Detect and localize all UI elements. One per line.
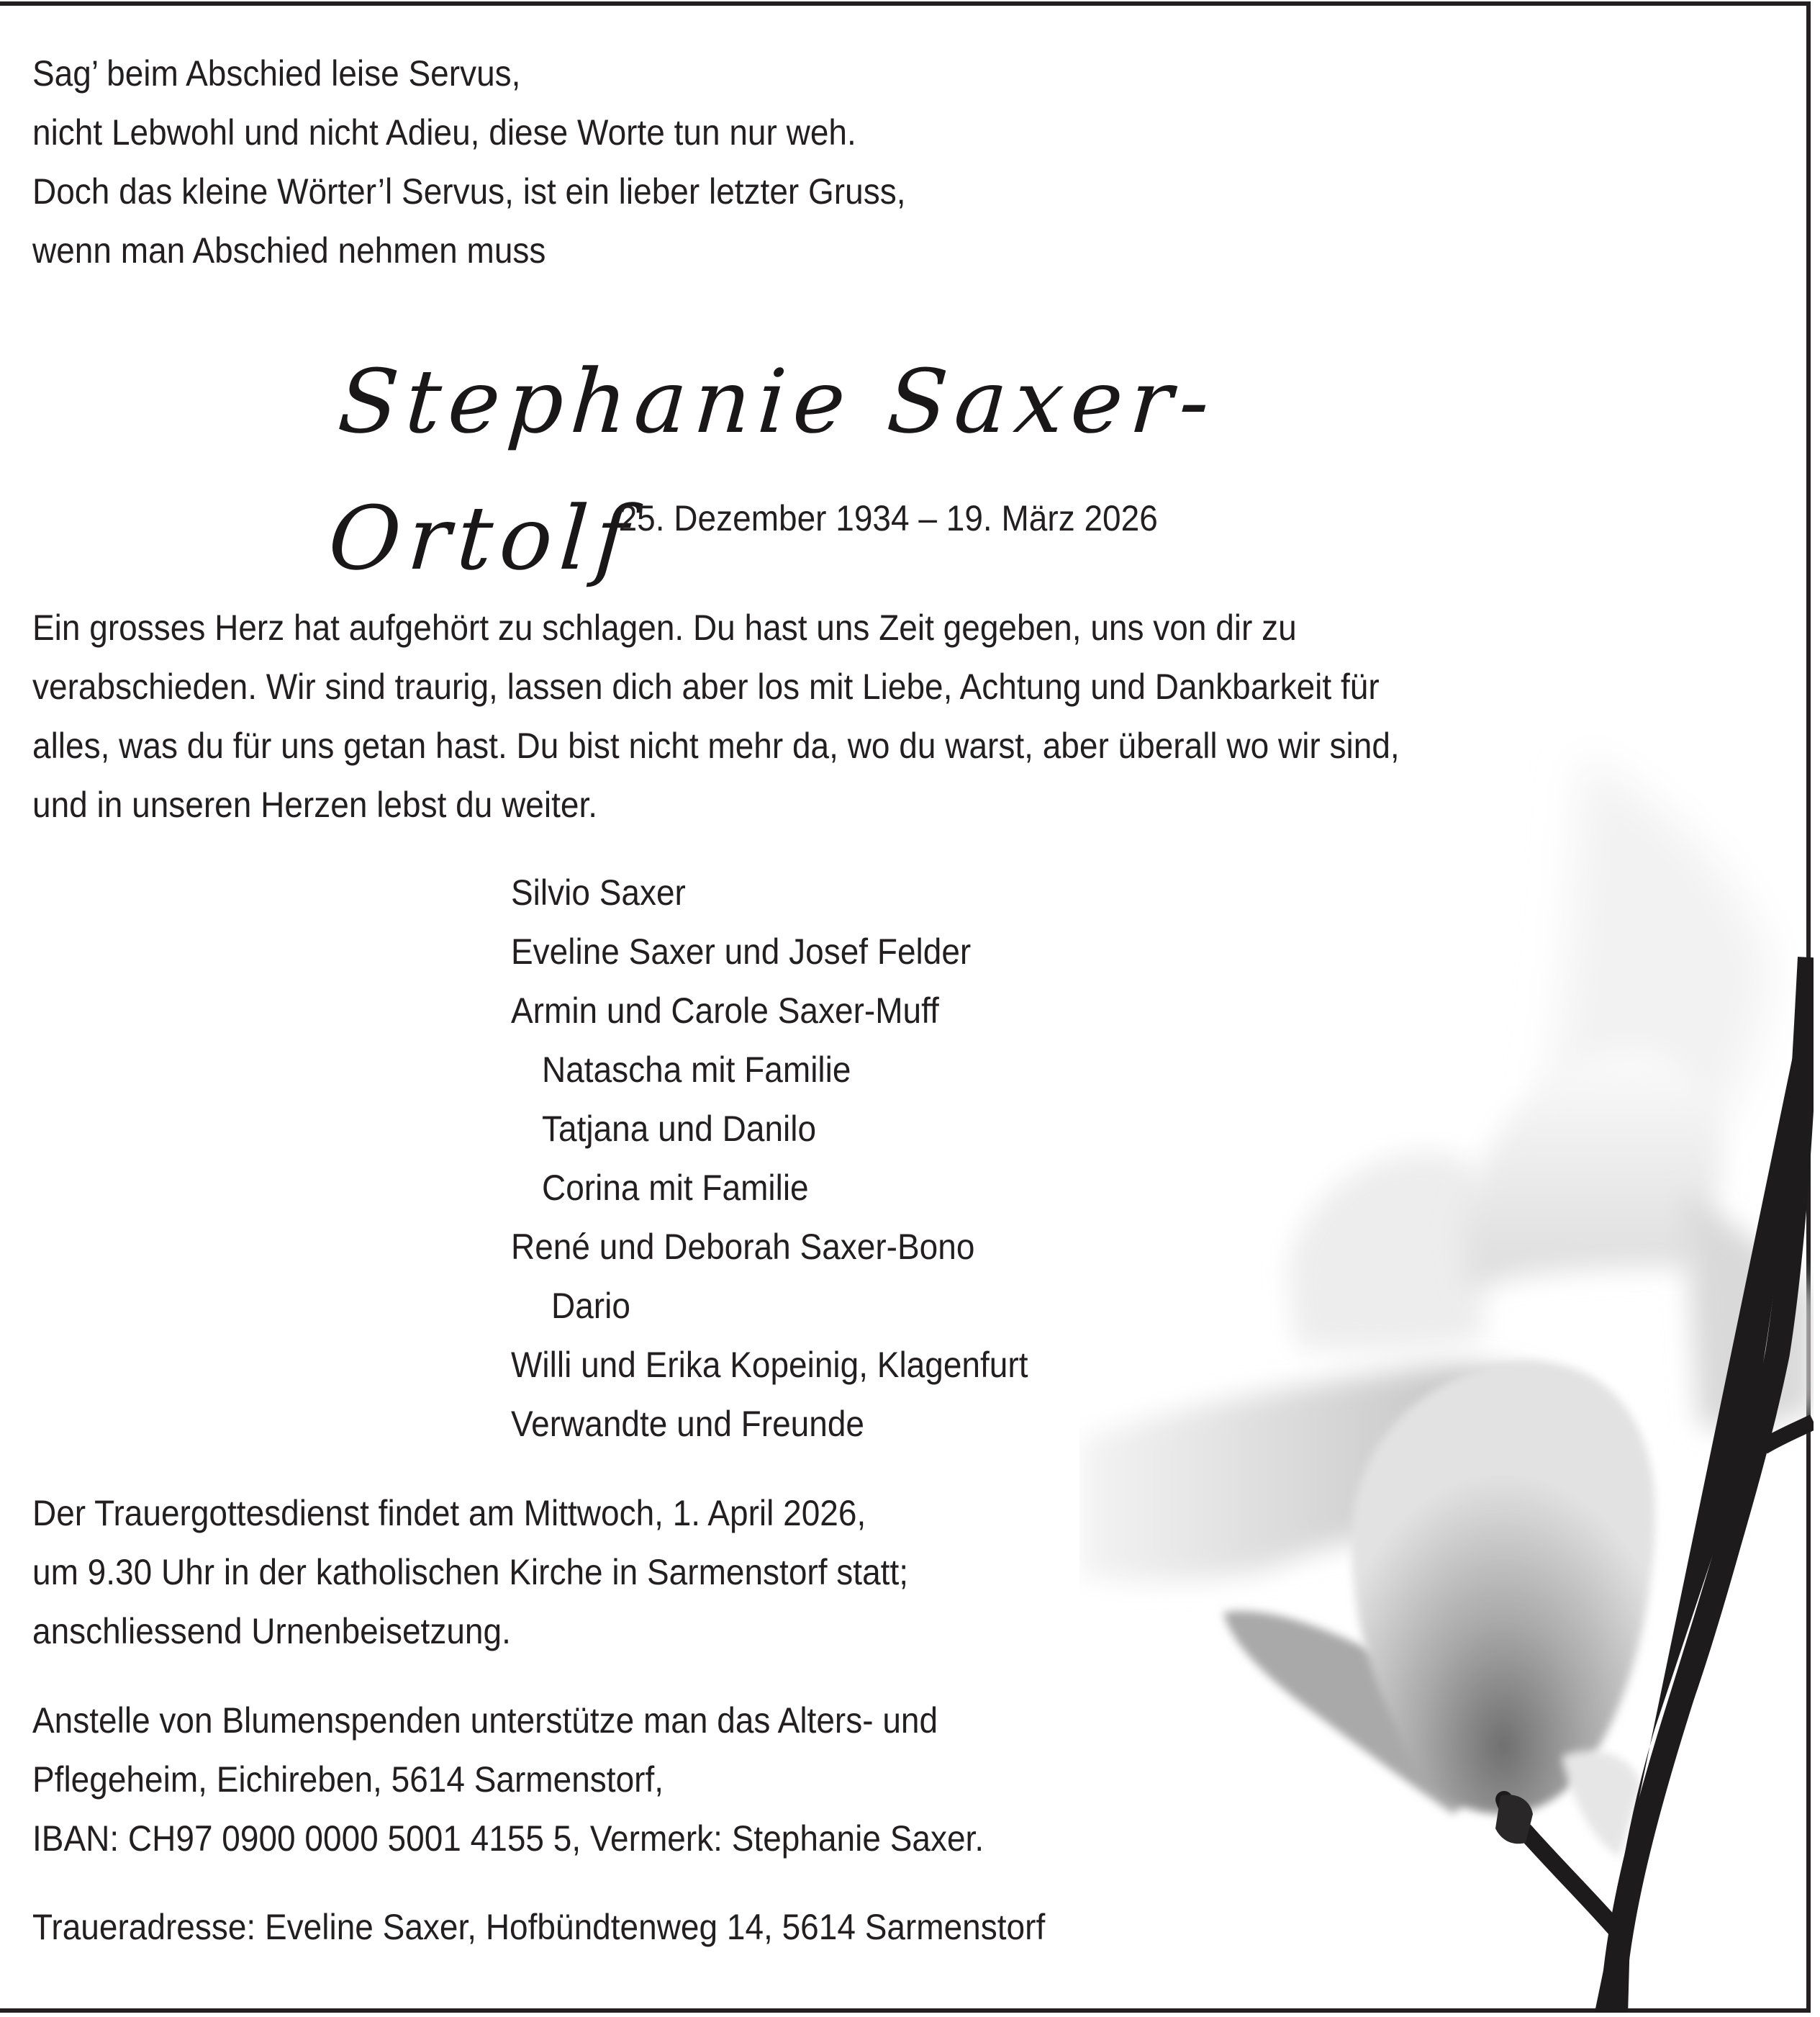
service-line: anschliessend Urnenbeisetzung. bbox=[32, 1611, 511, 1651]
life-dates-text: 25. Dezember 1934 – 19. März 2026 bbox=[618, 498, 1159, 538]
service-line: Der Trauergottesdienst findet am Mittwoch, 1. April 2026, bbox=[32, 1493, 866, 1533]
mourner-item: Eveline Saxer und Josef Felder bbox=[511, 931, 972, 972]
poem-line: wenn man Abschied nehmen muss bbox=[32, 230, 546, 271]
service-line: um 9.30 Uhr in der katholischen Kirche in Sarmenstorf statt; bbox=[32, 1552, 909, 1592]
mourner-item: René und Deborah Saxer-Bono bbox=[511, 1227, 975, 1267]
poem-line: Doch das kleine Wörter’l Servus, ist ein lieber letzter Gruss, bbox=[32, 171, 906, 212]
message-line: alles, was du für uns getan hast. Du bist nicht mehr da, wo du warst, aber überall wo wir sind, bbox=[32, 726, 1400, 766]
poem-line: Sag’ beim Abschied leise Servus, bbox=[32, 53, 521, 94]
mourner-item: Armin und Carole Saxer-Muff bbox=[511, 991, 939, 1031]
mourner-item: Tatjana und Danilo bbox=[542, 1109, 817, 1149]
mourner-item: Corina mit Familie bbox=[542, 1168, 809, 1208]
message-line: und in unseren Herzen lebst du weiter. bbox=[32, 785, 598, 825]
poem-line: nicht Lebwohl und nicht Adieu, diese Worte tun nur weh. bbox=[32, 112, 856, 153]
deceased-name: Stephanie Saxer-Ortolf bbox=[325, 351, 1220, 590]
mourner-item: Dario bbox=[551, 1286, 630, 1326]
magnolia-flower-image bbox=[1079, 720, 1814, 2012]
message-line: Ein grosses Herz hat aufgehört zu schlagen. Du hast uns Zeit gegeben, uns von dir zu bbox=[32, 608, 1297, 648]
mourner-item: Verwandte und Freunde bbox=[511, 1404, 865, 1444]
donation-line: Anstelle von Blumenspenden unterstütze man das Alters- und bbox=[32, 1700, 938, 1741]
mourner-item: Willi und Erika Kopeinig, Klagenfurt bbox=[511, 1345, 1028, 1385]
mourner-item: Silvio Saxer bbox=[511, 872, 686, 913]
message-line: verabschieden. Wir sind traurig, lassen dich aber los mit Liebe, Achtung und Dankbarkeit für bbox=[32, 667, 1380, 707]
mourner-item: Natascha mit Familie bbox=[542, 1050, 851, 1090]
donation-iban-line: IBAN: CH97 0900 0000 5001 4155 5, Vermerk: Stephanie Saxer. bbox=[32, 1818, 984, 1859]
life-dates bbox=[0, 497, 1820, 540]
mourning-address: Traueradresse: Eveline Saxer, Hofbündtenweg 14, 5614 Sarmenstorf bbox=[32, 1907, 1046, 1947]
donation-line: Pflegeheim, Eichireben, 5614 Sarmenstorf, bbox=[32, 1759, 664, 1800]
